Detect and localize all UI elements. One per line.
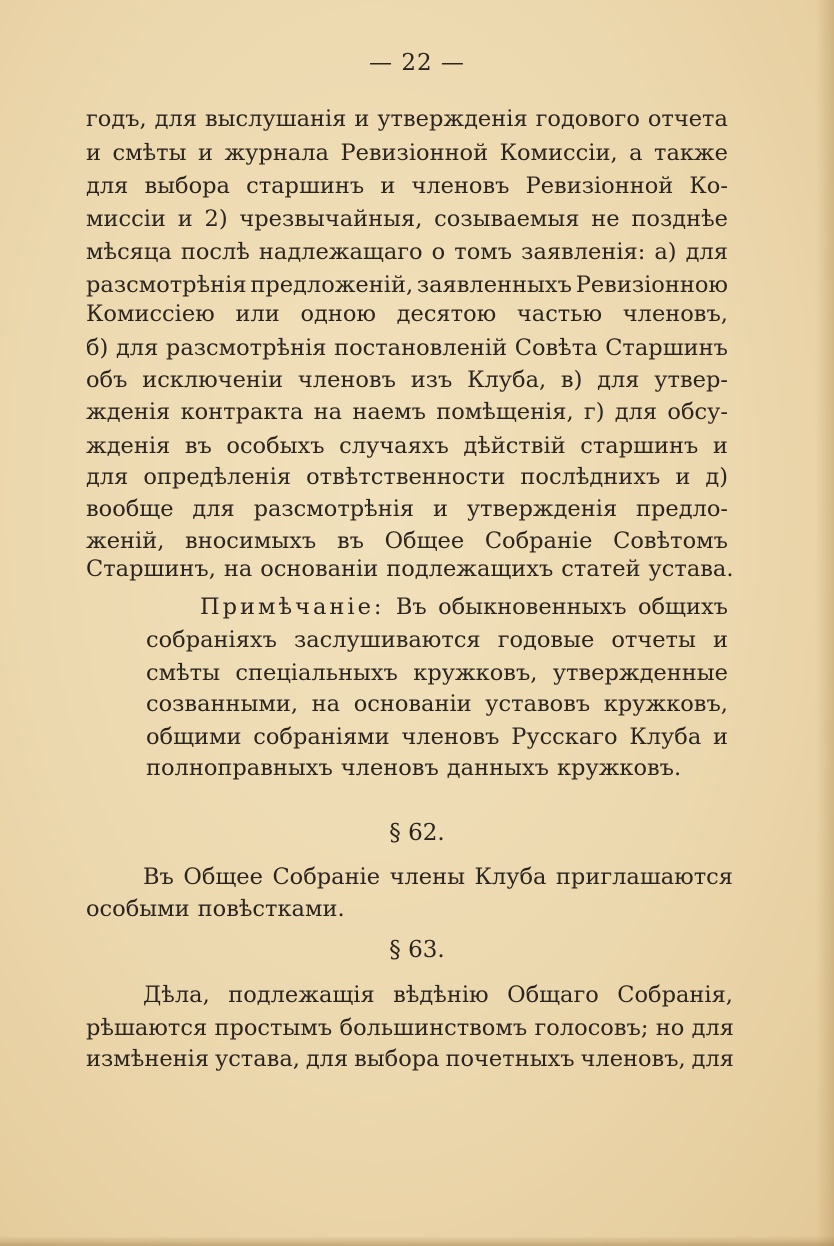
word: Ко- [689, 173, 728, 199]
word: выслушанія [204, 106, 347, 132]
word: вѣдѣнію [393, 982, 489, 1008]
text-line [143, 980, 733, 1010]
word: постановленій [334, 335, 508, 361]
word: разсмотрѣнія [86, 272, 247, 298]
word: Старшинъ [605, 335, 728, 361]
word: опредѣленія [143, 464, 292, 490]
word: кружковъ, [603, 691, 728, 717]
text-line [200, 592, 728, 622]
word: смѣты [112, 140, 187, 166]
word: заявленныхъ [416, 272, 572, 298]
word: и [712, 627, 728, 653]
word: предложеній, [250, 272, 414, 298]
word: особыхъ [226, 433, 325, 459]
word: разсмотрѣнія [165, 335, 327, 361]
word: частью [516, 301, 603, 327]
word: большинствомъ [339, 1015, 528, 1041]
text-line [86, 333, 728, 363]
word: для [154, 106, 197, 132]
word: членовъ [401, 724, 500, 750]
word: Въ [143, 864, 174, 890]
word: Собраніе [272, 864, 381, 890]
word: и [86, 140, 101, 166]
word: утвержденные [552, 660, 728, 686]
word: наемъ [352, 399, 426, 425]
text-line [146, 753, 681, 783]
word: и [177, 206, 193, 232]
word: одною [300, 301, 376, 327]
section-62-heading: § 62. [389, 820, 445, 846]
text-line [146, 625, 728, 655]
word: не [591, 206, 620, 232]
word: Совѣтомъ [613, 528, 728, 554]
word: Русскаго [511, 724, 618, 750]
word: и [198, 140, 213, 166]
word: голосовъ; [534, 1015, 649, 1041]
word: Собраніе [484, 528, 593, 554]
word: смѣты [146, 660, 221, 686]
word: подлежащія [228, 982, 375, 1008]
word: члены [389, 864, 465, 890]
word: надлежащаго [258, 239, 423, 265]
word: Совѣта [514, 335, 598, 361]
word: послѣднихъ [520, 464, 661, 490]
text-line [86, 270, 728, 300]
word: 2) [204, 206, 228, 232]
word: Общее [183, 864, 263, 890]
word: собраніями [253, 724, 390, 750]
word: Примѣчаніе: [200, 594, 385, 620]
word: старшинъ [580, 433, 699, 459]
text-line [86, 138, 728, 168]
word: для [685, 239, 728, 265]
word: для [192, 496, 235, 522]
word: вносимыхъ [185, 528, 317, 554]
text-line [86, 1044, 734, 1074]
word: контракта [180, 399, 304, 425]
word: и [675, 464, 691, 490]
text-line [143, 862, 733, 892]
word: Ревизіонной [525, 173, 674, 199]
word: вообще [86, 496, 174, 522]
word: на [313, 399, 343, 425]
word: Собранія, [617, 982, 733, 1008]
word: миссіи [86, 206, 166, 232]
word: годовые [497, 627, 595, 653]
word: обыкновенныхъ [438, 594, 627, 620]
word: годового [535, 106, 640, 132]
text-line [86, 397, 728, 427]
word: д) [705, 464, 728, 490]
word: членовъ [297, 367, 396, 393]
word: почетныхъ [445, 1046, 575, 1072]
word: старшинъ [246, 173, 365, 199]
word: предло- [635, 496, 728, 522]
word: основаніи [353, 691, 472, 717]
page-edge-shadow [816, 0, 834, 1246]
word: Дѣла, [143, 982, 210, 1008]
word: на [311, 691, 341, 717]
word: обсу- [667, 399, 728, 425]
text-line [86, 1013, 734, 1043]
word: и [380, 173, 396, 199]
word: въ [336, 528, 364, 554]
word: а [629, 140, 643, 166]
word: б) [86, 335, 109, 361]
word: и [432, 496, 448, 522]
word: помѣщенія, [436, 399, 574, 425]
word: созванными, [146, 691, 299, 717]
text-line [86, 365, 728, 395]
text-line [86, 894, 345, 924]
word: статей [561, 556, 641, 582]
word: членовъ, [622, 301, 728, 327]
word: объ [86, 367, 128, 393]
word: Комиссіею [86, 301, 215, 327]
word: устава. [648, 556, 734, 582]
word: Клуба, [467, 367, 547, 393]
word: томъ [454, 239, 513, 265]
word: членовъ [411, 173, 510, 199]
word: исключеніи [142, 367, 284, 393]
text-line [86, 299, 728, 329]
text-line [86, 554, 733, 584]
text-line [86, 431, 728, 461]
word: заявленія: [521, 239, 646, 265]
word: также [654, 140, 728, 166]
text-line [86, 171, 728, 201]
word: на [223, 556, 253, 582]
text-line [86, 237, 728, 267]
word: г) [583, 399, 605, 425]
word: выбора [354, 1046, 440, 1072]
word: и [713, 724, 728, 750]
word: общими [146, 724, 242, 750]
text-line [86, 104, 728, 134]
word: позднѣе [631, 206, 728, 232]
word: и [354, 106, 370, 132]
word: Въ [395, 594, 427, 620]
word: десятою [396, 301, 497, 327]
word: данныхъ [446, 755, 549, 781]
word: журнала [224, 140, 329, 166]
word: заслушиваются [293, 627, 481, 653]
word: послѣ [180, 239, 250, 265]
word: изъ [410, 367, 453, 393]
text-line [146, 689, 728, 719]
word: утвержденія [466, 496, 618, 522]
word: жденія [86, 433, 171, 459]
word: общихъ [637, 594, 728, 620]
text-line [86, 526, 728, 556]
word: Комиссіи, [499, 140, 618, 166]
word: для [305, 1046, 349, 1072]
word: отчеты [611, 627, 696, 653]
word: кружковъ. [556, 755, 682, 781]
word: членовъ, [580, 1046, 686, 1072]
text-line [86, 494, 728, 524]
word: кружковъ, [413, 660, 538, 686]
word: для [597, 367, 640, 393]
word: полноправныхъ [146, 755, 333, 781]
word: выбора [144, 173, 230, 199]
word: приглашаются [555, 864, 733, 890]
text-line [146, 722, 728, 752]
word: утвер- [654, 367, 728, 393]
word: особыми [86, 896, 190, 922]
word: отвѣтственности [306, 464, 506, 490]
word: женій, [86, 528, 165, 554]
section-63-heading: § 63. [389, 937, 445, 963]
word: Общее [384, 528, 465, 554]
word: рѣшаются [86, 1015, 208, 1041]
word: или [235, 301, 280, 327]
word: для [691, 1046, 734, 1072]
word: случаяхъ [339, 433, 449, 459]
word: устава, [214, 1046, 300, 1072]
word: подлежащихъ [386, 556, 554, 582]
word: Клуба [629, 724, 702, 750]
word: в) [560, 367, 583, 393]
word: отчета [647, 106, 728, 132]
word: о [431, 239, 446, 265]
word: дѣйствій [463, 433, 566, 459]
page-number: — 22 — [369, 50, 465, 76]
word: Ревизіонной [340, 140, 489, 166]
word: а) [654, 239, 677, 265]
word: Ревизіонною [575, 272, 728, 298]
word: годъ, [86, 106, 147, 132]
word: основаніи [260, 556, 379, 582]
text-line [86, 462, 728, 492]
word: спеціальныхъ [235, 660, 398, 686]
text-line [146, 658, 728, 688]
word: для [614, 399, 658, 425]
word: членовъ [340, 755, 439, 781]
page-bottom-edge [0, 1236, 834, 1246]
word: въ [184, 433, 212, 459]
word: разсмотрѣнія [253, 496, 415, 522]
word: повѣстками. [197, 896, 345, 922]
word: простымъ [214, 1015, 333, 1041]
word: для [691, 1015, 734, 1041]
word: собраніяхъ [146, 627, 277, 653]
word: но [655, 1015, 685, 1041]
word: измѣненія [86, 1046, 210, 1072]
word: чрезвычайныя, [239, 206, 423, 232]
word: созываемыя [434, 206, 580, 232]
word: Клуба [474, 864, 547, 890]
word: и [712, 433, 728, 459]
word: для [86, 464, 129, 490]
word: утвержденія [377, 106, 528, 132]
word: для [86, 173, 129, 199]
word: уставовъ [485, 691, 591, 717]
word: для [115, 335, 159, 361]
text-line [86, 204, 728, 234]
word: Общаго [507, 982, 599, 1008]
word: мѣсяца [86, 239, 172, 265]
word: жденія [86, 399, 171, 425]
word: Старшинъ, [86, 556, 216, 582]
